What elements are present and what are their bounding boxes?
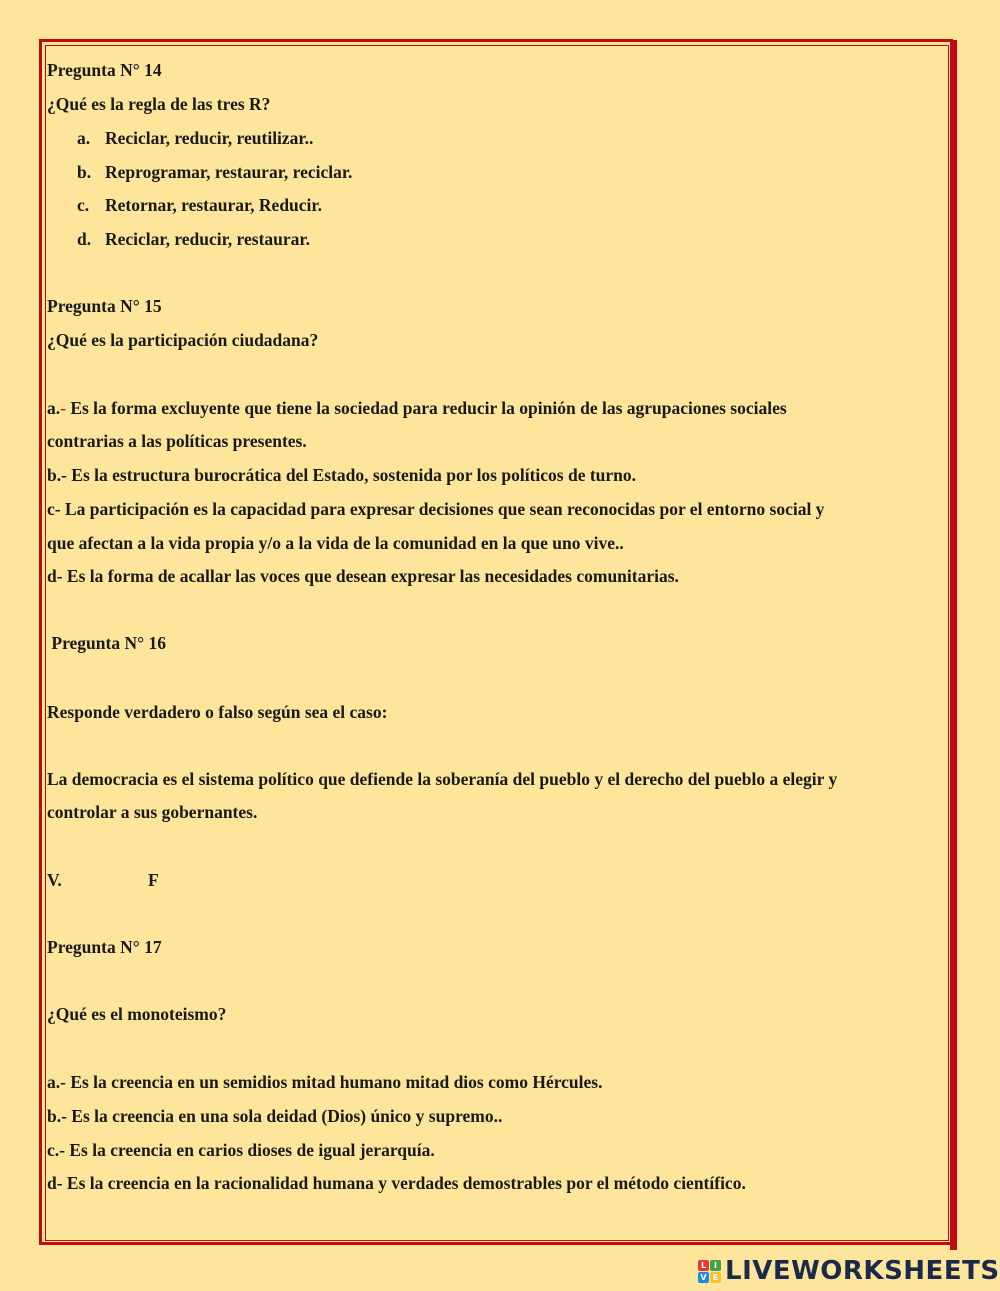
logo-letter-i: I [710, 1260, 721, 1271]
option-letter: c. [77, 195, 90, 215]
q15-option-c-cont: que afectan a la vida propia y/o a la vida de la comunidad en la que uno vive.. [47, 533, 624, 553]
q15-question: ¿Qué es la participación ciudadana? [47, 330, 319, 350]
option-letter: a. [47, 398, 61, 418]
q15-option-b[interactable]: b.- Es la estructura burocrática del Estado, sostenida por los políticos de turno. [47, 465, 637, 485]
q14-option-b[interactable] [77, 161, 352, 183]
q16-statement-cont: controlar a sus gobernantes. [47, 802, 258, 822]
q14-option-d[interactable] [77, 228, 310, 250]
q15-option-c[interactable]: c- La participación es la capacidad para expresar decisiones que sean reconocidas por el entorno social y [47, 499, 825, 519]
option-letter: d. [77, 229, 92, 249]
option-letter: b. [77, 162, 92, 182]
q17-option-c[interactable]: c.- Es la creencia en carios dioses de igual jerarquía. [47, 1140, 435, 1160]
option-text: Retornar, restaurar, Reducir. [105, 195, 322, 215]
q17-question: ¿Qué es el monoteismo? [47, 1004, 227, 1024]
q16-statement: La democracia es el sistema político que defiende la soberanía del pueblo y el derecho del pueblo a elegir y [47, 769, 838, 789]
q16-instruction: Responde verdadero o falso según sea el caso: [47, 702, 388, 722]
option-text: Reciclar, reducir, reutilizar.. [105, 128, 314, 148]
logo-letter-e: E [710, 1272, 721, 1283]
q15-option-a[interactable] [47, 397, 787, 419]
option-text: Reprogramar, restaurar, reciclar. [105, 162, 353, 182]
q14-option-a[interactable] [77, 127, 313, 149]
q15-title: Pregunta N° 15 [47, 296, 162, 316]
liveworksheets-logo [698, 1256, 1000, 1286]
liveworksheets-logo-text: LIVEWORKSHEETS [725, 1256, 1000, 1286]
logo-letter-l: L [698, 1260, 709, 1271]
q16-false-option[interactable]: F [148, 870, 159, 890]
q17-option-d[interactable]: d- Es la creencia en la racionalidad humana y verdades demostrables por el método científico. [47, 1173, 746, 1193]
q17-option-a[interactable]: a.- Es la creencia en un semidios mitad humano mitad dios como Hércules. [47, 1072, 603, 1092]
q14-title: Pregunta N° 14 [47, 60, 162, 80]
page-border-inner [45, 45, 949, 1241]
q17-title: Pregunta N° 17 [47, 937, 162, 957]
option-letter: a. [77, 128, 91, 148]
page-border-right [950, 40, 957, 1250]
q16-true-option[interactable]: V. [47, 870, 62, 890]
option-text: Reciclar, reducir, restaurar. [105, 229, 310, 249]
q16-title: Pregunta N° 16 [47, 633, 166, 653]
option-dash: - [60, 398, 66, 418]
q15-option-a-cont: contrarias a las políticas presentes. [47, 431, 307, 451]
option-text: Es la forma excluyente que tiene la sociedad para reducir la opinión de las agrupaciones sociales [65, 398, 787, 418]
logo-letter-v: V [698, 1272, 709, 1283]
liveworksheets-logo-icon [698, 1260, 721, 1283]
q14-option-c[interactable] [77, 194, 322, 216]
q14-question: ¿Qué es la regla de las tres R? [47, 94, 271, 114]
q15-option-d[interactable]: d- Es la forma de acallar las voces que desean expresar las necesidades comunitarias. [47, 566, 679, 586]
q17-option-b[interactable]: b.- Es la creencia en una sola deidad (Dios) único y supremo.. [47, 1106, 503, 1126]
